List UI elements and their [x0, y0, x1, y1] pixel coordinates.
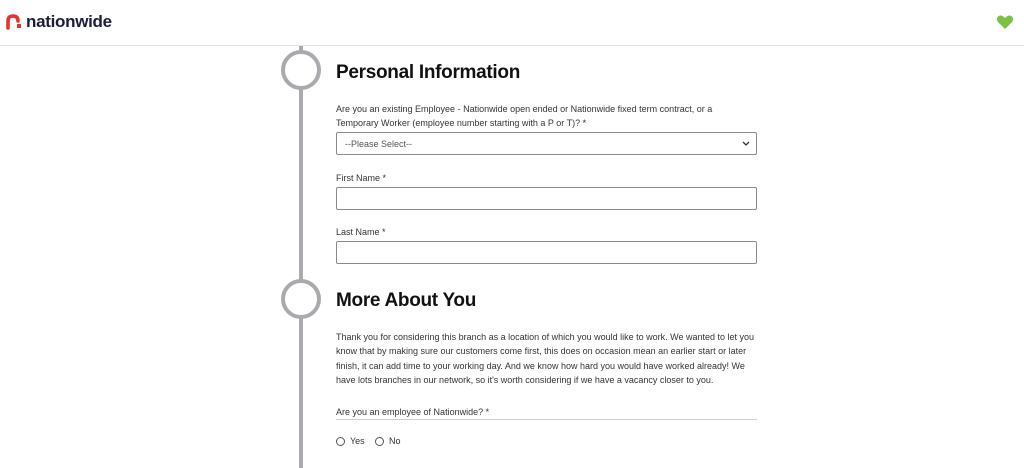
- first-name-input[interactable]: [336, 187, 757, 210]
- radio-label-no: No: [389, 436, 401, 446]
- top-bar: [0, 0, 1024, 46]
- last-name-label: Last Name *: [336, 227, 386, 237]
- radio-button-no[interactable]: [375, 437, 384, 446]
- progress-timeline: [299, 46, 303, 468]
- section-title-more-about-you: More About You: [336, 290, 477, 311]
- employee-status-select[interactable]: [336, 132, 757, 155]
- branch-intro-text: Thank you for considering this branch as a location of which you would like to work. We wanted to let you know that by making sure our customers come first, this does on occasion mean an earlier start or later finish, it can add time to your working day. And we know how hard you would have worked already! We have lots branches in our network, so it's worth considering if we have a vacancy closer to you.: [336, 332, 755, 386]
- radio-option-no[interactable]: [375, 436, 401, 446]
- step-indicator-personal-information: [281, 50, 321, 90]
- divider: [336, 419, 757, 420]
- chevron-down-icon: [742, 140, 750, 147]
- first-name-label: First Name *: [336, 173, 387, 183]
- nationwide-roof-logo-icon: [6, 14, 24, 30]
- radio-option-yes[interactable]: [336, 436, 365, 446]
- brand-logo[interactable]: [6, 12, 112, 32]
- employee-status-selected-value: --Please Select--: [345, 138, 413, 149]
- heart-icon[interactable]: [996, 14, 1014, 30]
- brand-name: nationwide: [26, 12, 112, 31]
- section-title-personal-information: Personal Information: [336, 62, 521, 83]
- last-name-input[interactable]: [336, 241, 757, 264]
- radio-button-yes[interactable]: [336, 437, 345, 446]
- radio-label-yes: Yes: [350, 436, 365, 446]
- nationwide-employee-question: Are you an employee of Nationwide? *: [336, 407, 490, 417]
- employee-status-question: Are you an existing Employee - Nationwide open ended or Nationwide fixed term contract, or a Temporary Worker (employee number starting with a P or T)? *: [336, 104, 713, 128]
- step-indicator-more-about-you: [281, 279, 321, 319]
